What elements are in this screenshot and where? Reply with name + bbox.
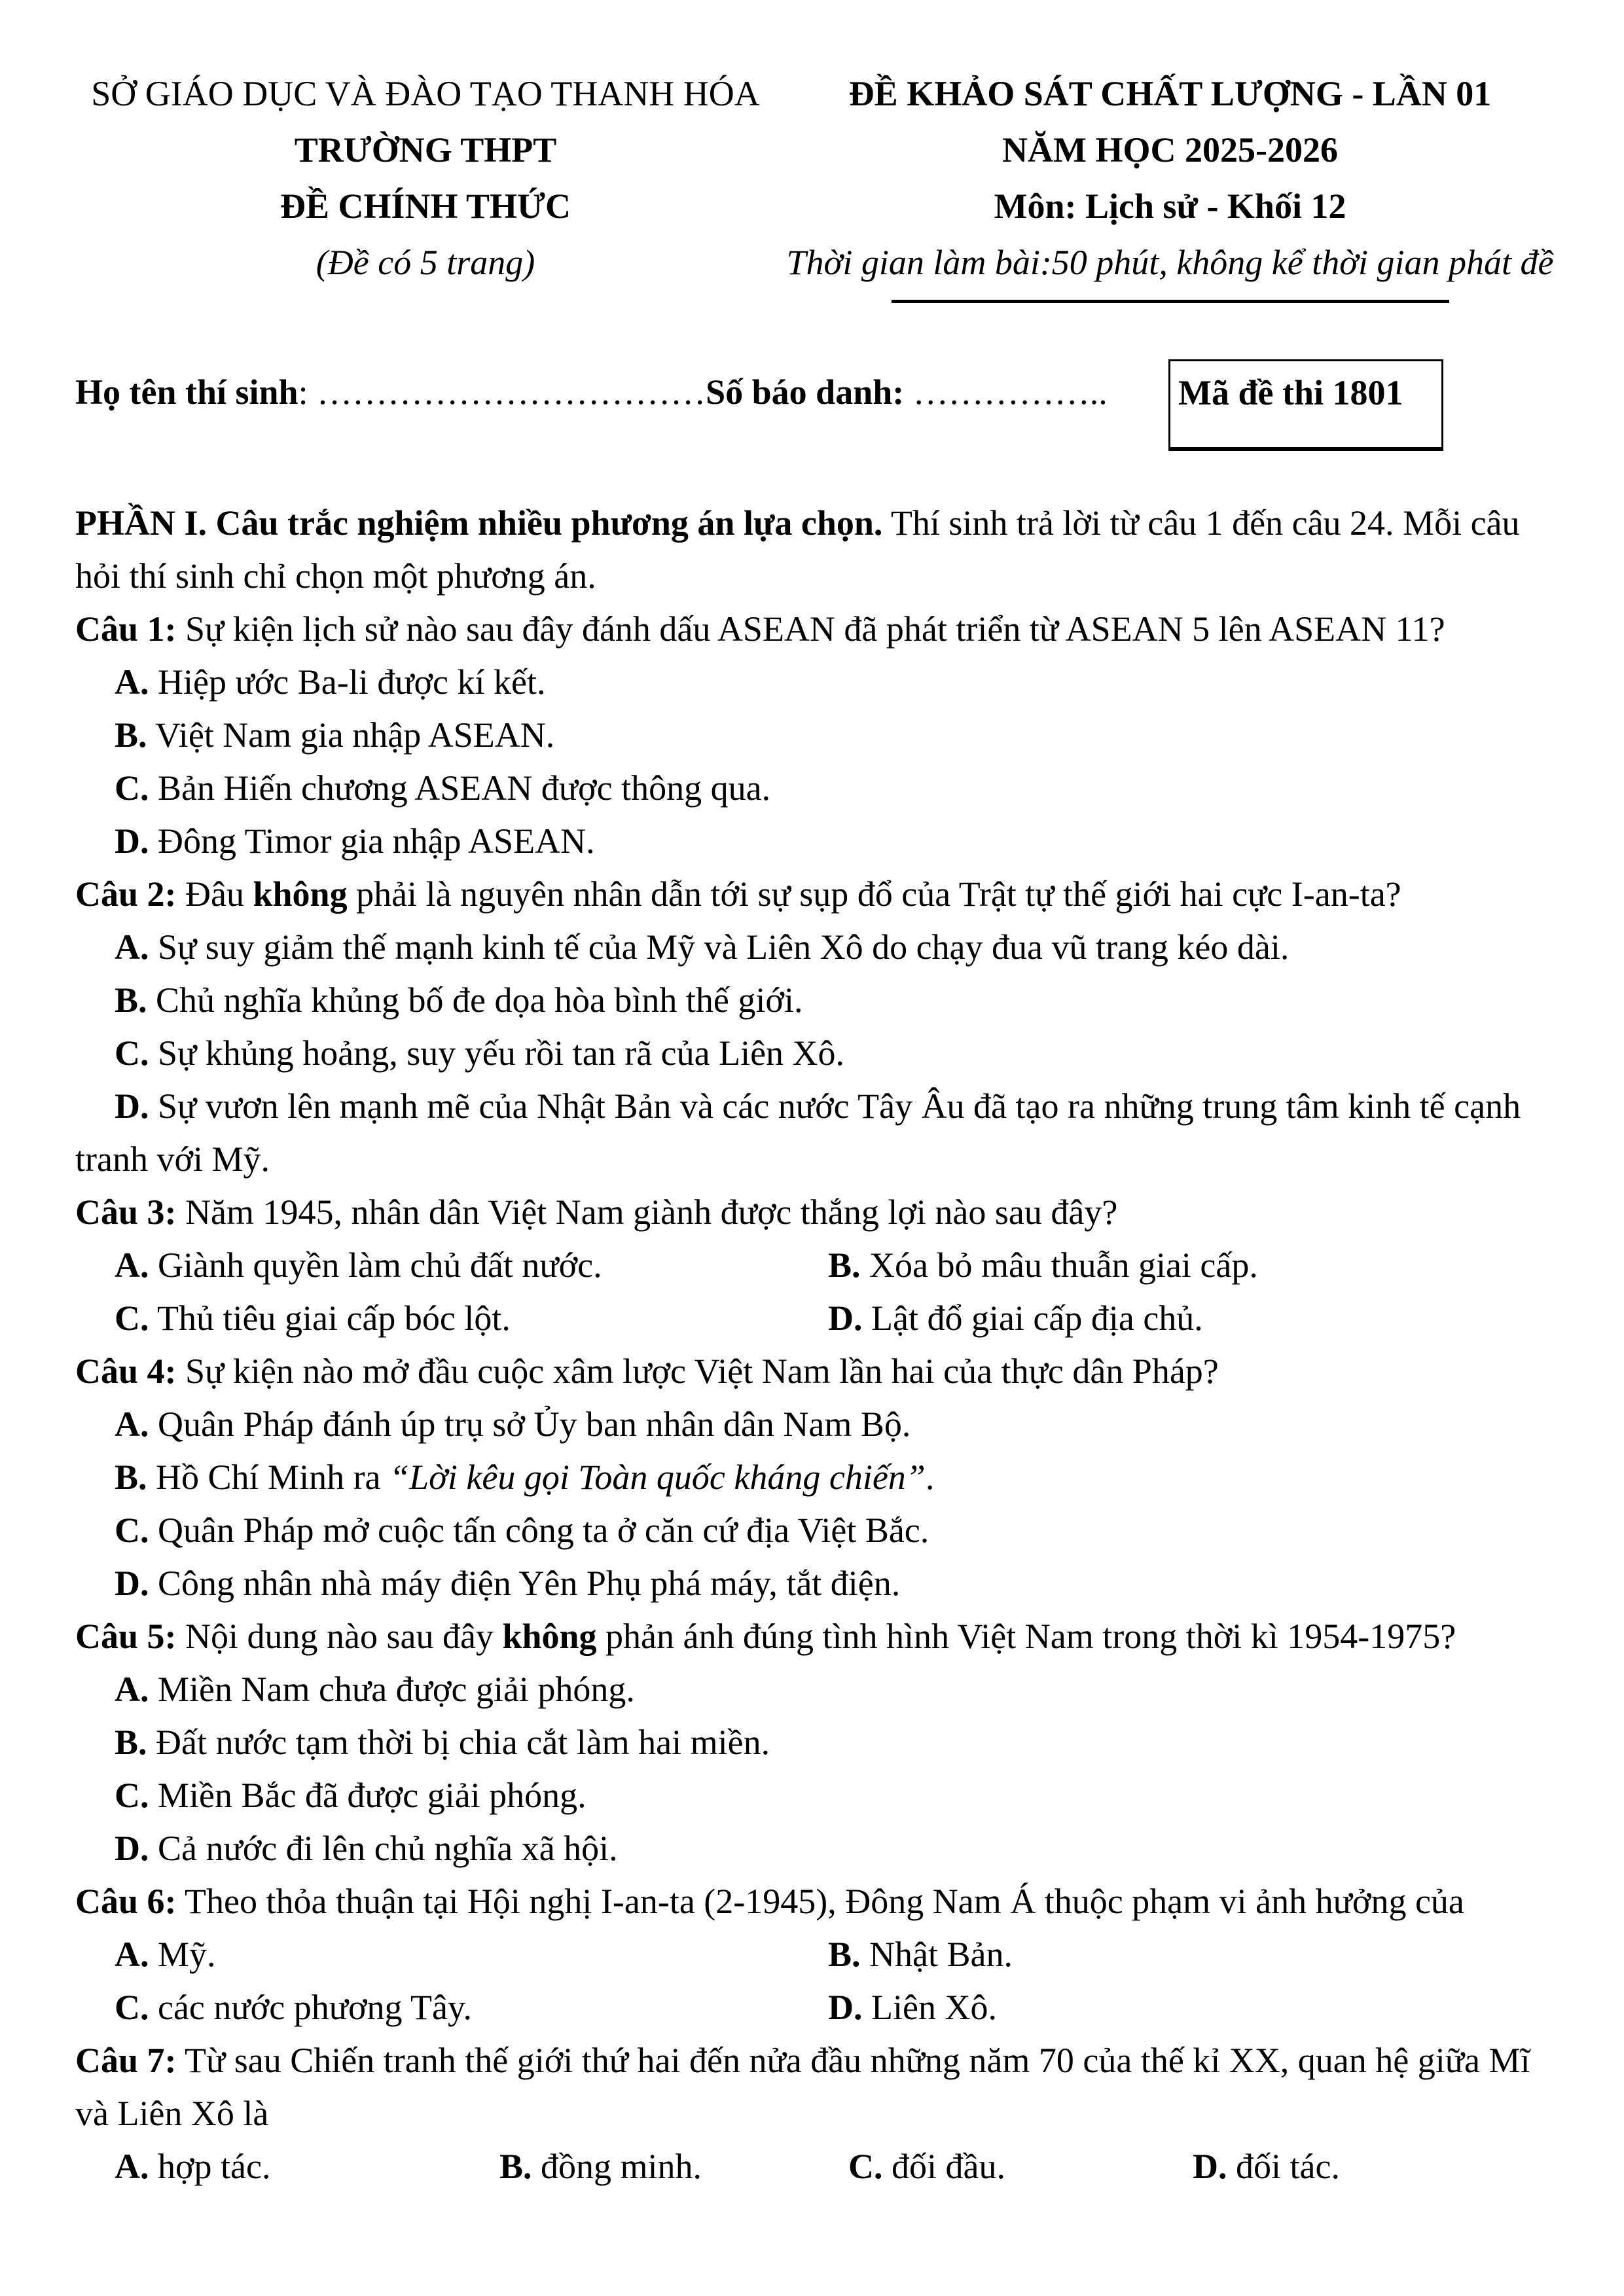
question-1-stem: Sự kiện lịch sử nào sau đây đánh dấu ASEAN đã phát triển từ ASEAN 5 lên ASEAN 11? <box>176 609 1445 649</box>
option-text: Nhật Bản. <box>860 1935 1013 1974</box>
option-letter: C. <box>115 1511 149 1550</box>
question-7-label: Câu 7: <box>75 2041 177 2080</box>
question-6-option-a <box>75 1928 789 1981</box>
section1-intro <box>75 497 1564 603</box>
option-letter: C. <box>115 1033 149 1073</box>
option-text: Xóa bỏ mâu thuẫn giai cấp. <box>860 1246 1258 1285</box>
question-2-label: Câu 2: <box>75 874 177 914</box>
question-3-label: Câu 3: <box>75 1193 177 1232</box>
option-letter: D. <box>115 1564 149 1603</box>
question-6-stem: Theo thỏa thuận tại Hội nghị I-an-ta (2-1945), Đông Nam Á thuộc phạm vi ảnh hưởng của <box>176 1882 1464 1921</box>
option-text: Miền Bắc đã được giải phóng. <box>149 1776 586 1815</box>
option-text: hợp tác. <box>149 2147 271 2186</box>
option-text: Thủ tiêu giai cấp bóc lột. <box>149 1299 511 1338</box>
question-4-option-d <box>75 1557 1564 1610</box>
option-text: Giành quyền làm chủ đất nước. <box>149 1246 602 1285</box>
option-text-pre: Hồ Chí Minh ra <box>147 1458 390 1497</box>
exam-body <box>75 497 1564 2193</box>
question-6-options-row-1 <box>75 1928 1564 1981</box>
option-letter: D. <box>115 821 149 861</box>
option-letter: A. <box>115 1246 149 1285</box>
question-1-text <box>75 603 1564 656</box>
question-5-option-d <box>75 1822 1564 1875</box>
exam-status: ĐỀ CHÍNH THỨC <box>280 187 571 226</box>
option-letter: C. <box>848 2147 883 2186</box>
question-5-option-c <box>75 1769 1564 1822</box>
question-2-text <box>75 868 1564 921</box>
question-6-option-c <box>75 1981 789 2034</box>
question-7-options-row <box>75 2140 1564 2193</box>
question-7-option-d <box>1153 2140 1564 2193</box>
option-letter: B. <box>828 1935 861 1974</box>
question-3-options-row-1 <box>75 1239 1564 1292</box>
option-text: Chủ nghĩa khủng bố đe dọa hòa bình thế giới. <box>147 980 803 1020</box>
option-text: Miền Nam chưa được giải phóng. <box>149 1670 635 1709</box>
student-info-line <box>75 359 1108 419</box>
option-letter: B. <box>115 1458 147 1497</box>
question-2-option-c <box>75 1027 1564 1080</box>
option-text: Mỹ. <box>149 1935 216 1974</box>
student-name-label: Họ tên thí sinh <box>75 372 298 412</box>
option-letter: C. <box>115 1299 149 1338</box>
question-6-options-row-2 <box>75 1981 1564 2034</box>
option-text: đối tác. <box>1227 2147 1340 2186</box>
option-letter: B. <box>115 980 147 1020</box>
option-text: Quân Pháp mở cuộc tấn công ta ở căn cứ địa Việt Bắc. <box>149 1511 929 1550</box>
question-3-text <box>75 1186 1564 1239</box>
option-text-quote: “Lời kêu gọi Toàn quốc kháng chiến” <box>389 1458 926 1497</box>
option-letter: B. <box>115 1723 147 1762</box>
option-text: Hiệp ước Ba-li được kí kết. <box>149 662 546 702</box>
question-2-option-a <box>75 921 1564 974</box>
option-text: Việt Nam gia nhập ASEAN. <box>147 715 555 755</box>
option-text: Sự khủng hoảng, suy yếu rồi tan rã của Liên Xô. <box>149 1033 845 1073</box>
question-5-stem-emphasis: không <box>502 1617 597 1656</box>
option-letter: C. <box>115 1988 149 2027</box>
option-text: Cả nước đi lên chủ nghĩa xã hội. <box>149 1829 618 1868</box>
question-4-label: Câu 4: <box>75 1352 177 1391</box>
header-right-block <box>776 65 1564 303</box>
option-letter: B. <box>828 1246 861 1285</box>
question-5 <box>75 1610 1564 1875</box>
option-letter: A. <box>115 1405 149 1444</box>
question-6-option-b <box>789 1928 1564 1981</box>
question-5-option-b <box>75 1716 1564 1769</box>
question-3-option-a <box>75 1239 789 1292</box>
header-left-block <box>75 65 776 291</box>
option-letter: A. <box>115 1670 149 1709</box>
question-5-label: Câu 5: <box>75 1617 177 1656</box>
question-2-stem-post: phải là nguyên nhân dẫn tới sự sụp đổ của Trật tự thế giới hai cực I-an-ta? <box>347 874 1401 914</box>
question-1-option-a <box>75 656 1564 709</box>
question-4-option-a <box>75 1398 1564 1451</box>
option-text: các nước phương Tây. <box>149 1988 472 2027</box>
question-1-option-b <box>75 709 1564 762</box>
option-text: Đất nước tạm thời bị chia cắt làm hai miền. <box>147 1723 770 1762</box>
option-letter: D. <box>1193 2147 1227 2186</box>
question-2-option-b <box>75 974 1564 1027</box>
pages-note: (Đề có 5 trang) <box>316 243 535 282</box>
option-text: Liên Xô. <box>862 1988 997 2027</box>
question-5-text <box>75 1610 1564 1663</box>
option-text: Lật đổ giai cấp địa chủ. <box>862 1299 1203 1338</box>
option-letter: D. <box>828 1299 863 1338</box>
question-5-stem-post: phản ánh đúng tình hình Việt Nam trong thời kì 1954-1975? <box>596 1617 1456 1656</box>
question-1-option-d <box>75 815 1564 868</box>
question-3-option-b <box>789 1239 1564 1292</box>
exam-code: Mã đề thi 1801 <box>1178 373 1403 412</box>
section1-title: PHẦN I. Câu trắc nghiệm nhiều phương án lựa chọn. <box>75 503 883 543</box>
exam-title: ĐỀ KHẢO SÁT CHẤT LƯỢNG - LẦN 01 <box>848 74 1492 113</box>
option-letter: A. <box>115 1935 149 1974</box>
question-7-option-c <box>809 2140 1153 2193</box>
student-name-dots: : …………………………… <box>298 372 706 412</box>
option-text-post: . <box>925 1458 935 1497</box>
option-text: đồng minh. <box>532 2147 702 2186</box>
question-6-option-d <box>789 1981 1564 2034</box>
student-info-row <box>75 359 1564 457</box>
question-1-option-c <box>75 762 1564 815</box>
question-4-option-c <box>75 1504 1564 1557</box>
question-3-option-d <box>789 1292 1564 1345</box>
exam-header <box>75 65 1564 303</box>
option-text: Quân Pháp đánh úp trụ sở Ủy ban nhân dân Nam Bộ. <box>149 1405 911 1444</box>
option-letter: A. <box>115 927 149 967</box>
question-2 <box>75 868 1564 1186</box>
question-7-stem: Từ sau Chiến tranh thế giới thứ hai đến nửa đầu những năm 70 của thế kỉ XX, quan hệ giữa Mĩ và Liên Xô là <box>75 2041 1530 2133</box>
option-letter: D. <box>115 1829 149 1868</box>
duration-line: Thời gian làm bài:50 phút, không kể thời gian phát đề <box>786 243 1554 282</box>
question-3-stem: Năm 1945, nhân dân Việt Nam giành được thắng lợi nào sau đây? <box>176 1193 1118 1232</box>
question-4-option-b <box>75 1451 1564 1504</box>
candidate-number-dots: …………….. <box>904 372 1108 412</box>
option-text: Bản Hiến chương ASEAN được thông qua. <box>149 768 771 808</box>
option-letter: A. <box>115 2147 149 2186</box>
question-6-text <box>75 1875 1564 1928</box>
department-name: SỞ GIÁO DỤC VÀ ĐÀO TẠO THANH HÓA <box>91 74 760 113</box>
option-letter: B. <box>115 715 147 755</box>
question-6-label: Câu 6: <box>75 1882 177 1921</box>
option-text: Công nhân nhà máy điện Yên Phụ phá máy, tắt điện. <box>149 1564 901 1603</box>
question-2-option-d <box>75 1080 1564 1186</box>
question-4-stem: Sự kiện nào mở đầu cuộc xâm lược Việt Nam lần hai của thực dân Pháp? <box>176 1352 1219 1391</box>
option-text: đối đầu. <box>882 2147 1005 2186</box>
question-1 <box>75 603 1564 868</box>
option-text: Sự vươn lên mạnh mẽ của Nhật Bản và các nước Tây Âu đã tạo ra những trung tâm kinh tế cạnh tranh với Mỹ. <box>75 1086 1521 1179</box>
option-letter: D. <box>115 1086 149 1126</box>
question-5-stem-pre: Nội dung nào sau đây <box>176 1617 503 1656</box>
question-3-option-c <box>75 1292 789 1345</box>
question-5-option-a <box>75 1663 1564 1716</box>
school-year: NĂM HỌC 2025-2026 <box>1002 130 1338 170</box>
school-name: TRƯỜNG THPT <box>294 130 557 170</box>
option-letter: C. <box>115 768 149 808</box>
option-letter: D. <box>828 1988 863 2027</box>
candidate-number-label: Số báo danh: <box>706 372 905 412</box>
question-7-option-b <box>460 2140 809 2193</box>
question-1-label: Câu 1: <box>75 609 177 649</box>
option-letter: B. <box>499 2147 532 2186</box>
question-4-text <box>75 1345 1564 1398</box>
question-7 <box>75 2034 1564 2193</box>
header-underline <box>892 300 1449 303</box>
question-7-text <box>75 2034 1564 2140</box>
question-3-options-row-2 <box>75 1292 1564 1345</box>
option-text: Sự suy giảm thế mạnh kinh tế của Mỹ và Liên Xô do chạy đua vũ trang kéo dài. <box>149 927 1290 967</box>
subject-line: Môn: Lịch sử - Khối 12 <box>994 187 1346 226</box>
question-6 <box>75 1875 1564 2034</box>
question-2-stem-emphasis: không <box>253 874 348 914</box>
option-letter: C. <box>115 1776 149 1815</box>
option-text: Đông Timor gia nhập ASEAN. <box>149 821 595 861</box>
question-7-option-a <box>75 2140 460 2193</box>
question-2-stem-pre: Đâu <box>176 874 253 914</box>
option-letter: A. <box>115 662 149 702</box>
question-3 <box>75 1186 1564 1345</box>
section1-instructions: Thí sinh trả lời từ câu 1 đến câu 24. Mỗi câu hỏi thí sinh chỉ chọn một phương án. <box>75 503 1520 596</box>
exam-code-box <box>1168 359 1443 451</box>
question-4 <box>75 1345 1564 1610</box>
